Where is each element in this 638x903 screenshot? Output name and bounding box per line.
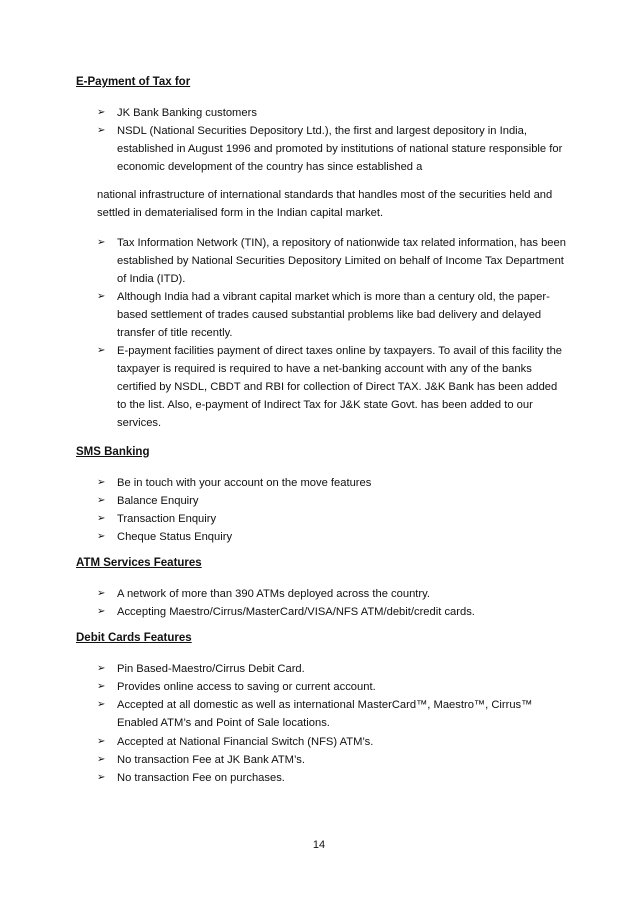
page-number: 14	[312, 839, 326, 851]
arrow-bullet-icon: ➢	[97, 495, 106, 506]
arrow-bullet-icon: ➢	[97, 588, 106, 599]
arrow-bullet-icon: ➢	[97, 606, 106, 617]
atm-heading: ATM Services Features	[76, 557, 202, 569]
list-item-text: Balance Enquiry	[117, 495, 199, 507]
list-item	[97, 288, 567, 342]
list-item	[97, 122, 567, 176]
arrow-bullet-icon: ➢	[97, 754, 106, 765]
epayment-heading: E-Payment of Tax for	[76, 76, 191, 88]
arrow-bullet-icon: ➢	[97, 107, 106, 118]
list-item	[97, 528, 567, 546]
list-item	[97, 751, 567, 769]
list-item	[97, 678, 567, 696]
list-item-text: Transaction Enquiry	[117, 513, 217, 525]
arrow-bullet-icon: ➢	[97, 345, 106, 356]
list-item-text: Provides online access to saving or current account.	[117, 681, 376, 693]
arrow-bullet-icon: ➢	[97, 699, 106, 710]
list-item-text: NSDL (National Securities Depository Ltd.), the first and largest depository in India, established in August 1996 and promoted by institutions of national stature responsible for economic development of the country has since established a	[117, 125, 563, 173]
list-item	[97, 342, 567, 432]
list-item	[97, 474, 567, 492]
list-item-text: JK Bank Banking customers	[117, 107, 257, 119]
list-item-text: E-payment facilities payment of direct taxes online by taxpayers. To avail of this facility the taxpayer is required is required to have a net-banking account with any of the banks certified by NSDL, CBDT and RBI for collection of Direct TAX. J&K Bank has been added to the list. Also, e-payment of Indirect Tax for J&K state Govt. has been added to our services.	[117, 345, 563, 429]
list-item-text: Be in touch with your account on the move features	[117, 477, 372, 489]
list-item	[97, 585, 567, 603]
list-item-text: Although India had a vibrant capital market which is more than a century old, the paper-based settlement of trades caused substantial problems like bad delivery and delayed transfer of title recently.	[117, 291, 550, 339]
arrow-bullet-icon: ➢	[97, 291, 106, 302]
list-item	[97, 492, 567, 510]
list-item-text: Tax Information Network (TIN), a repository of nationwide tax related information, has been established by National Securities Depository Limited on behalf of Income Tax Department of India (ITD).	[117, 237, 566, 285]
list-item	[97, 696, 567, 732]
list-item-text: Cheque Status Enquiry	[117, 531, 233, 543]
paragraph: national infrastructure of international standards that handles most of the securities held and settled in dematerialised form in the Indian capital market.	[97, 189, 553, 219]
list-item-text: Pin Based-Maestro/Cirrus Debit Card.	[117, 663, 305, 675]
list-item	[97, 104, 567, 122]
arrow-bullet-icon: ➢	[97, 477, 106, 488]
list-item	[97, 603, 567, 621]
list-item-text: No transaction Fee on purchases.	[117, 772, 285, 784]
arrow-bullet-icon: ➢	[97, 125, 106, 136]
arrow-bullet-icon: ➢	[97, 772, 106, 783]
list-item-text: No transaction Fee at JK Bank ATM’s.	[117, 754, 305, 766]
list-item	[97, 733, 567, 751]
debit-heading: Debit Cards Features	[76, 632, 192, 644]
list-item-text: Accepting Maestro/Cirrus/MasterCard/VISA/NFS ATM/debit/credit cards.	[117, 606, 475, 618]
list-item-text: A network of more than 390 ATMs deployed across the country.	[117, 588, 430, 600]
list-item	[97, 234, 567, 288]
arrow-bullet-icon: ➢	[97, 681, 106, 692]
arrow-bullet-icon: ➢	[97, 531, 106, 542]
list-item	[97, 660, 567, 678]
sms-heading: SMS Banking	[76, 446, 150, 458]
list-item-text: Accepted at all domestic as well as international MasterCard™, Maestro™, Cirrus™ Enabled ATM’s and Point of Sale locations.	[117, 699, 533, 729]
arrow-bullet-icon: ➢	[97, 736, 106, 747]
arrow-bullet-icon: ➢	[97, 513, 106, 524]
arrow-bullet-icon: ➢	[97, 237, 106, 248]
arrow-bullet-icon: ➢	[97, 663, 106, 674]
list-item	[97, 769, 567, 787]
list-item-text: Accepted at National Financial Switch (NFS) ATM’s.	[117, 736, 374, 748]
list-item	[97, 510, 567, 528]
